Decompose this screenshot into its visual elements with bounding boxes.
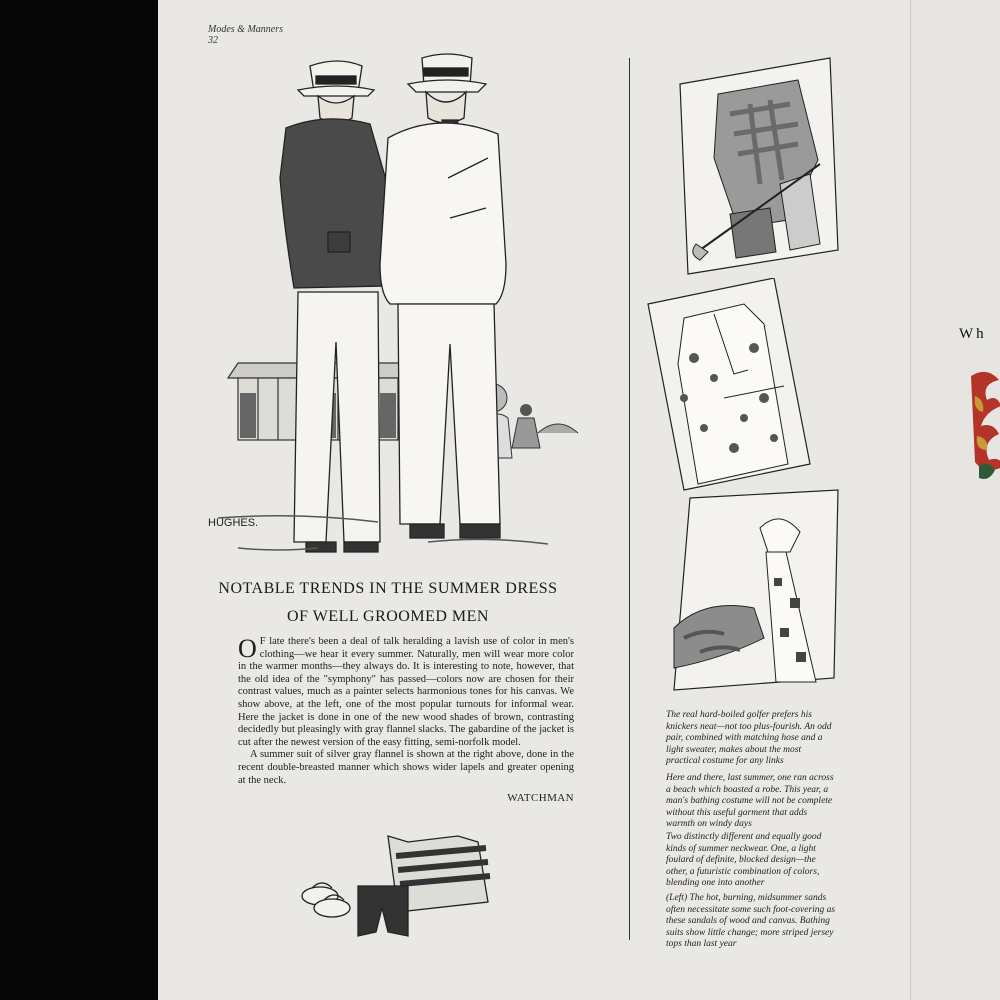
running-head (208, 24, 283, 46)
beach-robe-illustration (644, 278, 814, 494)
article-body (238, 636, 574, 787)
ornamental-initial (965, 366, 1000, 492)
caption-neckwear: Two distinctly different and equally good kinds of summer neckwear. One, a light foulard of definite, blocked design—the other, a futuristic combination of colors, blending one into another (666, 832, 822, 888)
golf-knickers-illustration (670, 54, 845, 276)
article-paragraph-2: A summer suit of silver gray flannel is shown at the right above, done in the recent double-breasted manner which shows wider lapels and greater opening at the neck. (238, 749, 574, 786)
paragraph-1-text: F late there's been a deal of talk heralding a lavish use of color in men's clothing—we hear it every summer. Naturally, men will wear more color in the warmer months—they always do. It is interesting to note, however, that the old idea of the "symphony" has passed—colors now are chosen for their contrast values, much as a painter selects harmonious tones for his canvas. We show above, at the left, one of the most popular turnouts for informal wear. Here the jacket is done in one of the new wood shades of brown, contrasting decidedly but pleasingly with gray flannel slacks. The gabardine of the jacket is cut after the newest version of the easy fitting, semi-norfolk model. (238, 636, 574, 748)
drop-cap: O (238, 634, 257, 663)
caption-sandals: (Left) The hot, burning, midsummer sands often necessitate some such foot-covering as these sandals of wood and canvas. Bathing suits show little change; more striped jersey tops than last year (666, 893, 836, 949)
column-divider (629, 58, 630, 940)
caption-beach-robe: Here and there, last summer, one ran across a beach which boasted a robe. This year, a man's bathing costume will not be complete without this useful garment that adds warmth on windy days (666, 773, 834, 829)
page-number: 32 (208, 35, 218, 46)
article-paragraph-1 (238, 636, 574, 749)
magazine-page (158, 0, 910, 1000)
artist-signature: HUGHES. (208, 517, 259, 529)
article-heading-line1: NOTABLE TRENDS IN THE SUMMER DRESS (218, 580, 558, 597)
facing-page (910, 0, 1000, 1000)
author-byline: WATCHMAN (507, 792, 574, 804)
caption-golf-knickers: The real hard-boiled golfer prefers his knickers neat—not too plus-fourish. An odd pair, combined with matching hose and a light sweater, makes about the most practical costume for any links (666, 710, 832, 766)
neckwear-illustration (670, 488, 842, 694)
facing-page-fragment: Wh (959, 326, 987, 342)
men-summer-suits-illustration (198, 48, 598, 560)
article-heading-line2: OF WELL GROOMED MEN (287, 608, 489, 625)
publication-name: Modes & Manners (208, 24, 283, 35)
sandals-bathing-suit-illustration (298, 826, 498, 944)
